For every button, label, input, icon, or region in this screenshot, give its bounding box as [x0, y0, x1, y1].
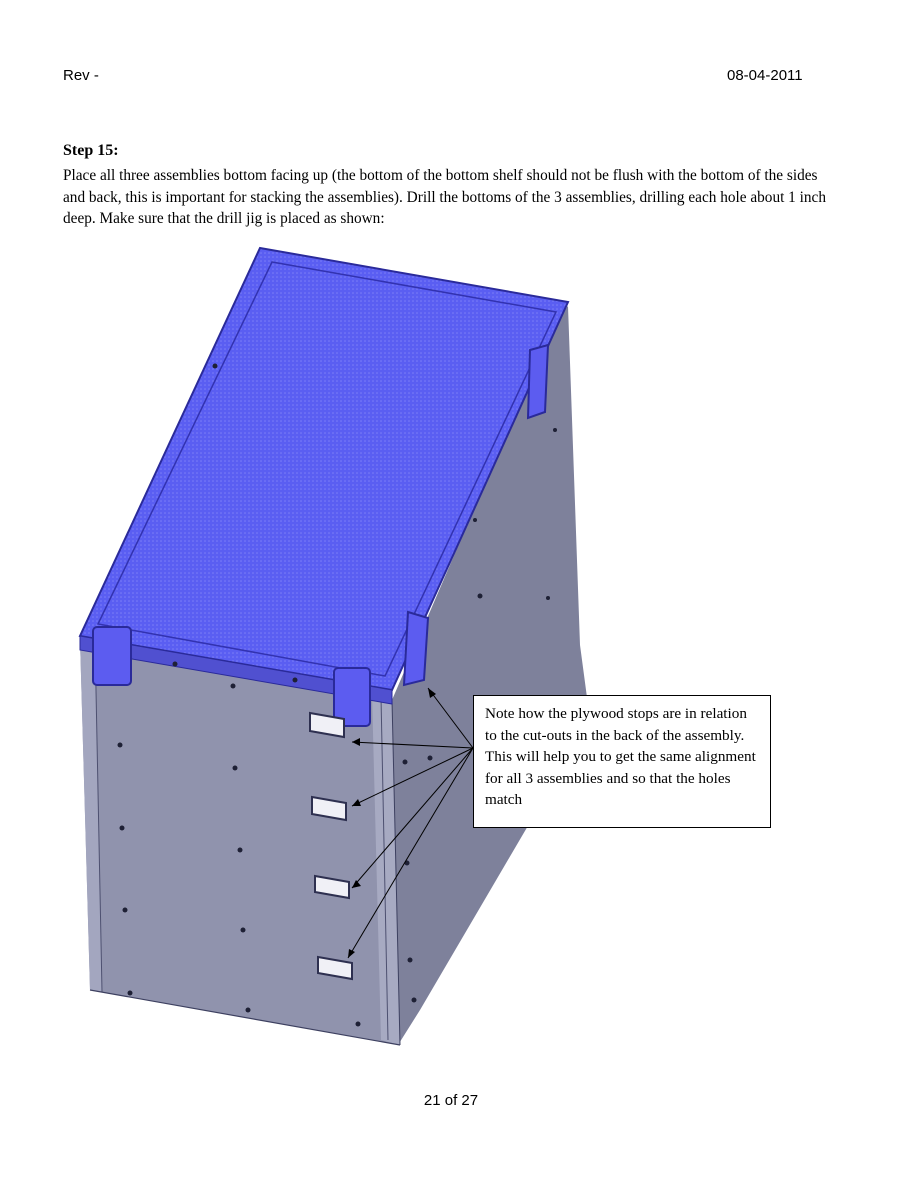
page-number: 21 of 27	[423, 1092, 479, 1109]
document-date: 08-04-2011	[727, 67, 803, 84]
revision-label: Rev -	[63, 67, 99, 84]
step-title: Step 15:	[63, 142, 119, 159]
callout-note: Note how the plywood stops are in relation to the cut-outs in the back of the assembly. This will help you to get the same alignment for all 3 assemblies and so that the holes match	[473, 695, 771, 828]
step-instructions: Place all three assemblies bottom facing up (the bottom of the bottom shelf should not be flush with the bottom of the sides and back, this is important for stacking the assemblies). Drill the bottoms of the 3 assemblies, drilling each hole about 1 inch deep. Make sure that the drill jig is placed as shown:	[63, 167, 826, 227]
